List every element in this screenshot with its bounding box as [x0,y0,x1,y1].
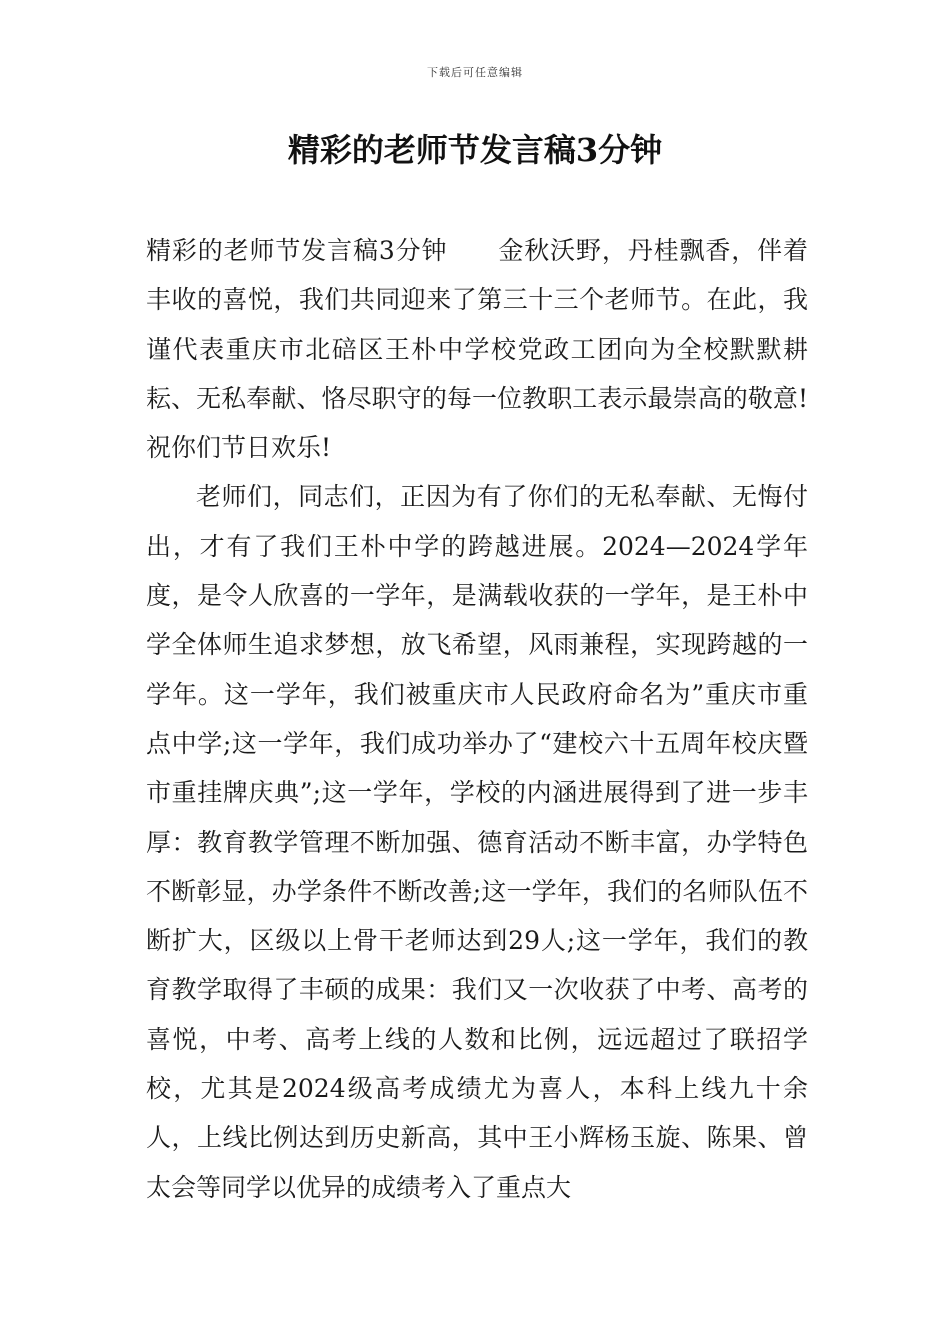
header-note: 下载后可任意编辑 [427,66,523,79]
document-body [146,226,808,1212]
paragraph-2 [146,472,808,1211]
paragraph-lead-title: 精彩的老师节发言稿3分钟 [146,236,448,265]
paragraph-text: 老师们，同志们，正因为有了你们的无私奉献、无悔付出，才有了我们王朴中学的跨越进展。2024—2024学年度，是令人欣喜的一学年，是满载收获的一学年，是王朴中学全体师生追求梦想，放飞希望，风雨兼程，实现跨越的一学年。这一学年，我们被重庆市人民政府命名为”重庆市重点中学;这一学年，我们成功举办了“建校六十五周年校庆暨市重挂牌庆典”;这一学年，学校的内涵进展得到了进一步丰厚：教育教学管理不断加强、德育活动不断丰富，办学特色不断彰显，办学条件不断改善;这一学年，我们的名师队伍不断扩大，区级以上骨干老师达到29人;这一学年，我们的教育教学取得了丰硕的成果：我们又一次收获了中考、高考的喜悦，中考、高考上线的人数和比例，远远超过了联招学校，尤其是2024级高考成绩尤为喜人，本科上线九十余人，上线比例达到历史新高，其中王小辉杨玉旋、陈果、曾太会等同学以优异的成绩考入了重点大 [146,482,808,1202]
document-title: 精彩的老师节发言稿3分钟 [287,131,663,169]
paragraph-text: 金秋沃野，丹桂飘香，伴着丰收的喜悦，我们共同迎来了第三十三个老师节。在此，我谨代表重庆市北碚区王朴中学校党政工团向为全校默默耕耘、无私奉献、恪尽职守的每一位教职工表示最崇高的敬意!祝你们节日欢乐! [146,236,808,463]
paragraph-1 [146,226,808,472]
